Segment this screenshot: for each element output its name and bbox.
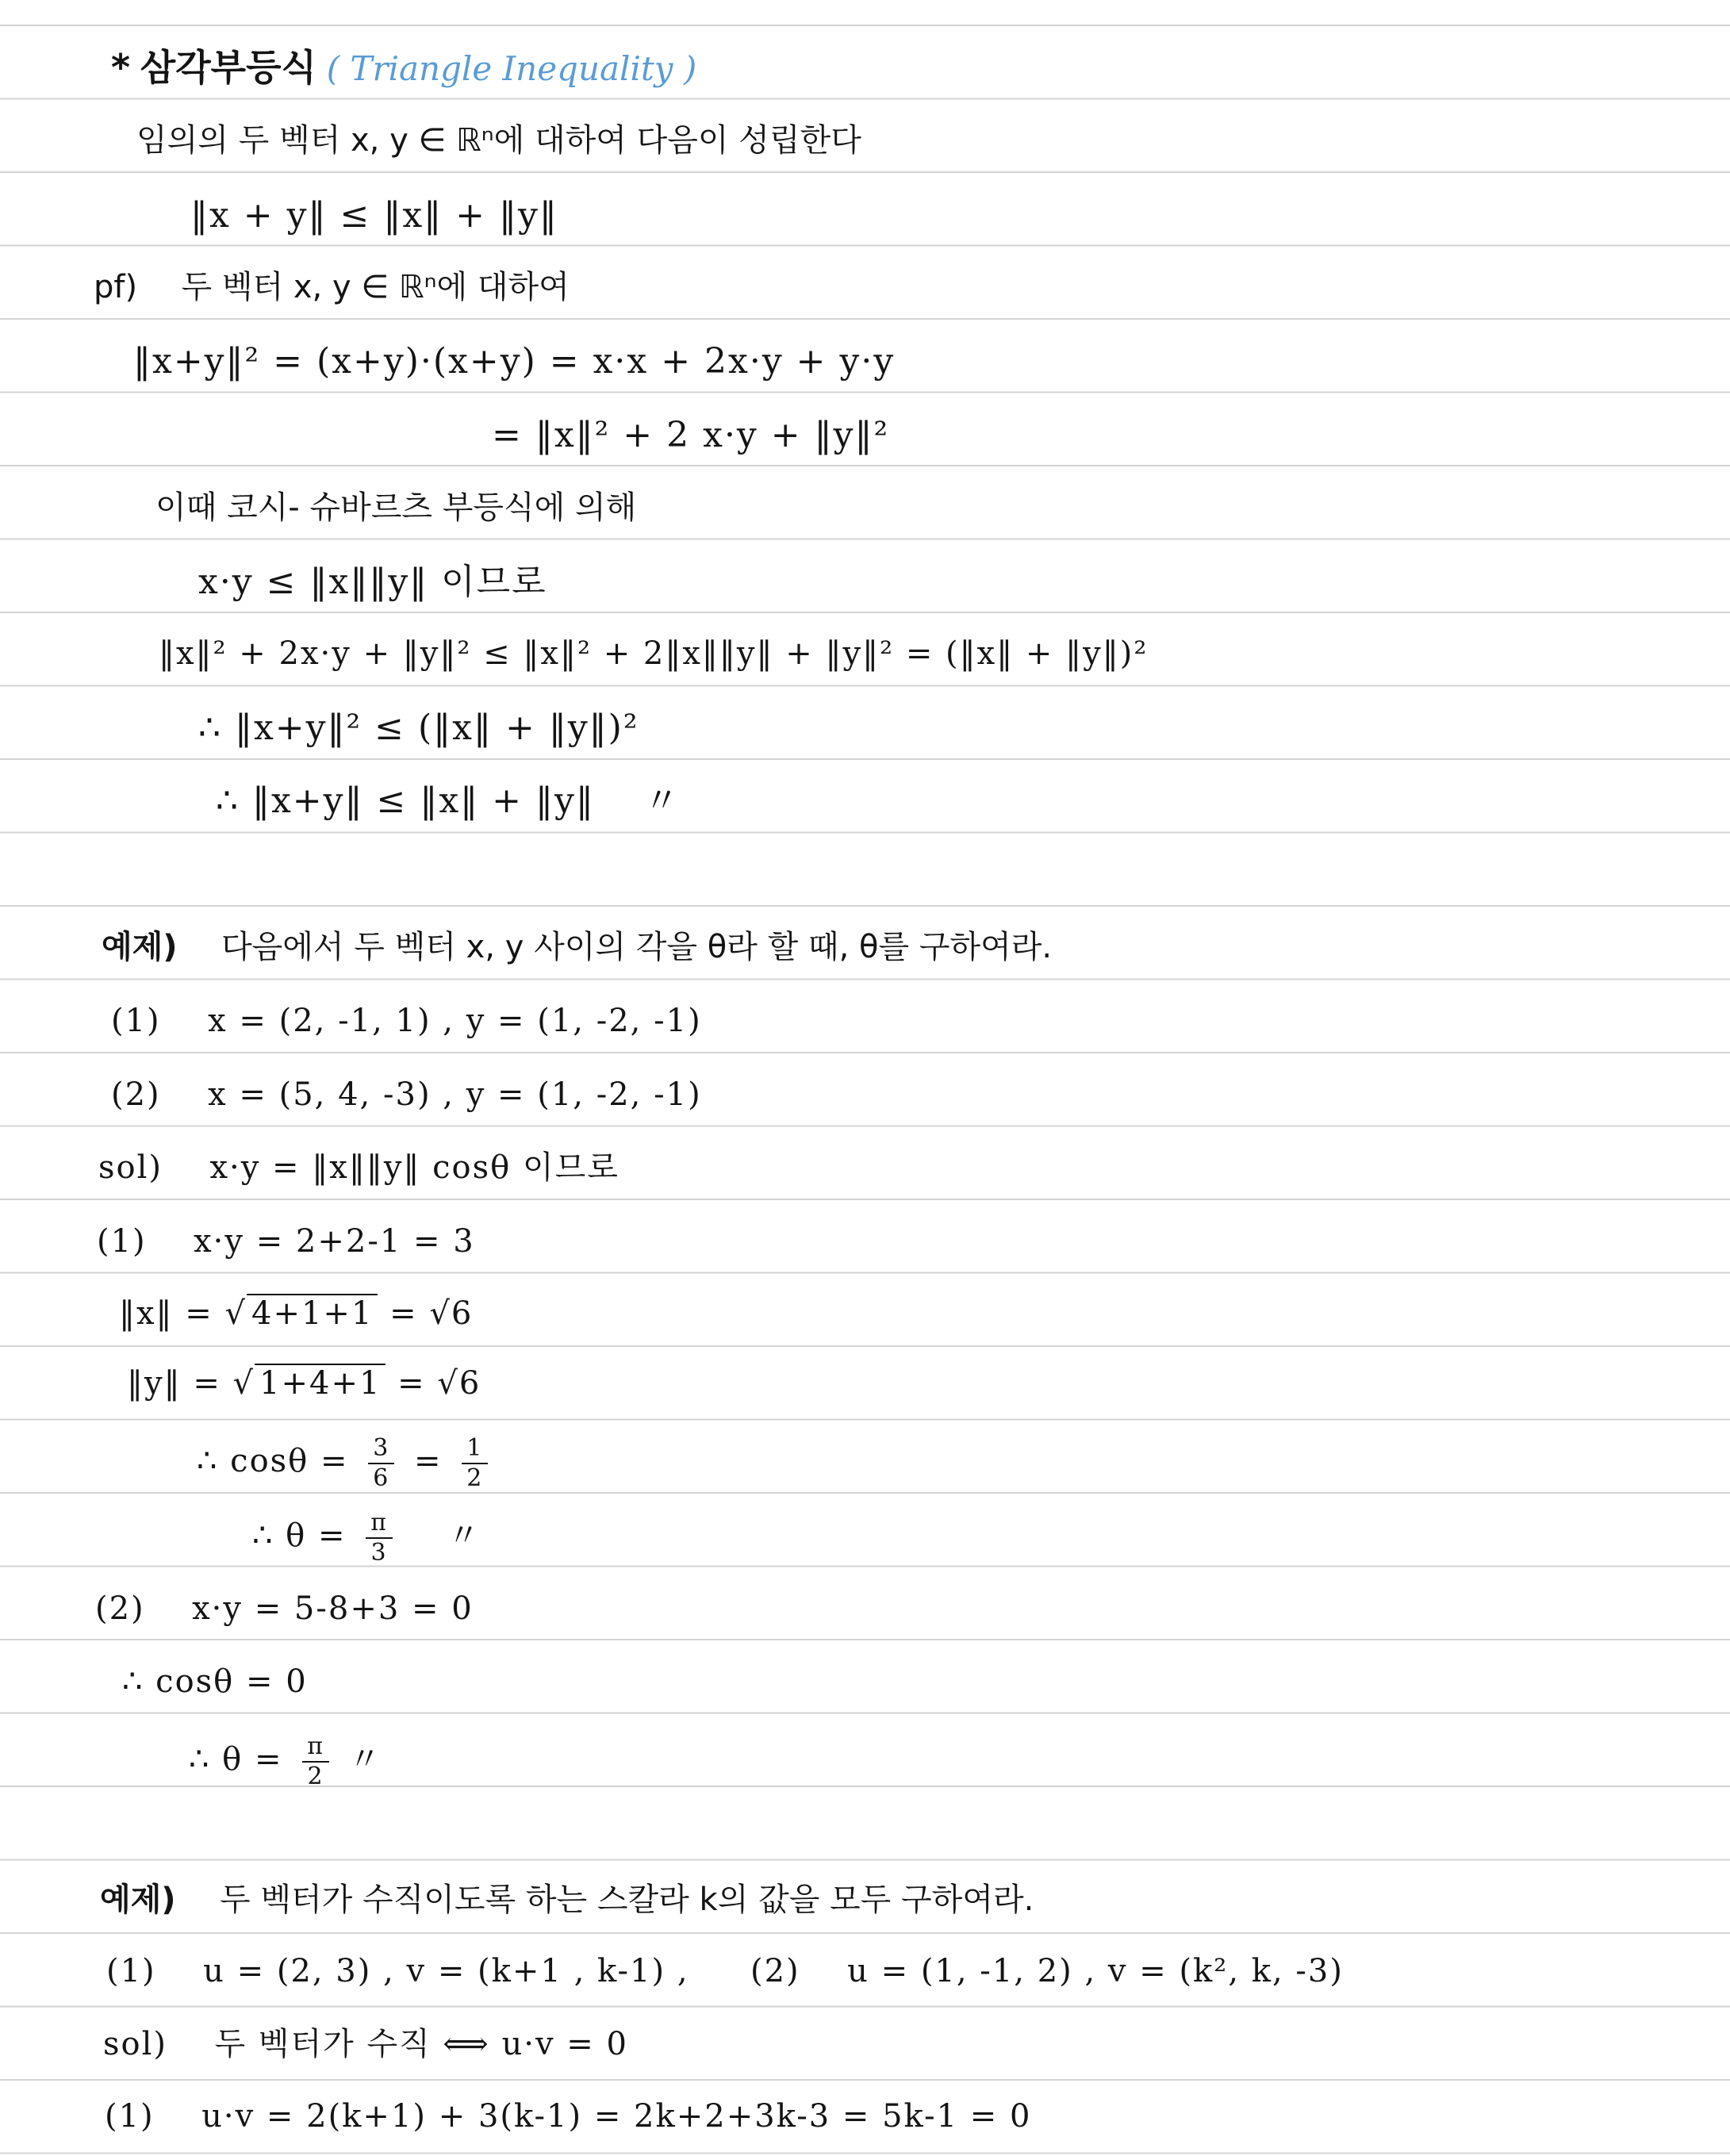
sqrt-icon: √: [224, 1295, 247, 1332]
problem-label: (1): [111, 1003, 161, 1039]
example-2-solution: [103, 2028, 628, 2060]
example-1-question: 다음에서 두 벡터 x, y 사이의 각을 θ라 할 때, θ를 구하여라.: [221, 929, 1053, 965]
proof-line: [94, 271, 570, 303]
example-1-cos: [197, 1434, 496, 1493]
proof-note: 이때 코시- 슈바르츠 부등식에 의해: [155, 489, 637, 526]
example-1-problem-1: [111, 1005, 702, 1037]
solution-label: sol): [103, 2026, 168, 2062]
problem-label: (1): [106, 1953, 156, 1989]
dot-product: x·y = 5-8+3 = 0: [192, 1590, 474, 1627]
norm-result: = √6: [386, 1365, 481, 1402]
example-1-sol-2-dot: [95, 1590, 474, 1627]
title-english: ( Triangle Inequality ): [326, 49, 697, 88]
equals: =: [414, 1443, 443, 1479]
problem-text: x = (5, 4, -3) , y = (1, -2, -1): [208, 1076, 702, 1113]
norm-label: ‖y‖ =: [127, 1365, 233, 1402]
proof-step-4: ‖x‖² + 2x·y + ‖y‖² ≤ ‖x‖² + 2‖x‖‖y‖ + ‖y‖² = (‖x‖ + ‖y‖)²: [159, 635, 1149, 672]
solution-text: x·y = ‖x‖‖y‖ cosθ 이므로: [209, 1149, 620, 1186]
theta-label: ∴ θ =: [189, 1741, 283, 1778]
dot-product: x·y = 2+2-1 = 3: [194, 1223, 475, 1260]
example-1-header: [102, 931, 1052, 963]
example-1-label: 예제): [102, 929, 178, 965]
end-mark: 〃: [447, 1517, 481, 1554]
example-1-norm-y: [127, 1365, 481, 1402]
step-label: (2): [95, 1590, 145, 1627]
proof-step-6: [216, 781, 681, 821]
end-mark: 〃: [643, 781, 681, 821]
title-korean: 삼각부등식: [140, 46, 316, 89]
step-text: u·v = 2(k+1) + 3(k-1) = 2k+2+3k-3 = 5k-1 = 0: [201, 2098, 1032, 2135]
example-1-theta-2: [189, 1732, 382, 1791]
proof-step-3: x·y ≤ ‖x‖‖y‖ 이므로: [198, 562, 547, 602]
example-1-solution: [98, 1149, 620, 1186]
radicand: 1+4+1: [255, 1364, 386, 1402]
example-2-sol-1: [105, 2098, 1032, 2135]
cos-label: ∴ cosθ =: [197, 1443, 349, 1479]
norm-label: ‖x‖ =: [119, 1295, 225, 1332]
step-label: (1): [97, 1223, 147, 1260]
theorem-formula: ‖x + y‖ ≤ ‖x‖ + ‖y‖: [190, 195, 558, 236]
problem-text: u = (1, -1, 2) , v = (k², k, -3): [847, 1953, 1344, 1989]
theta-label: ∴ θ =: [252, 1517, 347, 1554]
proof-step-1: ‖x+y‖² = (x+y)·(x+y) = x·x + 2x·y + y·y: [133, 341, 896, 382]
section-title: [111, 46, 697, 89]
example-2-label: 예제): [100, 1882, 176, 1918]
proof-step-5: ∴ ‖x+y‖² ≤ (‖x‖ + ‖y‖)²: [198, 708, 639, 748]
fraction: $\frac{3}{6}$: [368, 1434, 394, 1493]
example-2-problem-2: [750, 1955, 1344, 1987]
solution-label: sol): [98, 1149, 163, 1186]
proof-intro: 두 벡터 x, y ∈ ℝⁿ에 대하여: [181, 269, 570, 305]
proof-conclusion: ∴ ‖x+y‖ ≤ ‖x‖ + ‖y‖: [216, 781, 595, 821]
radicand: 4+1+1: [247, 1294, 378, 1332]
example-1-sol-1-dot: [97, 1223, 475, 1260]
problem-label: (2): [750, 1953, 800, 1989]
example-1-cos-2: ∴ cosθ = 0: [122, 1663, 308, 1700]
fraction: $\frac{1}{2}$: [462, 1434, 488, 1493]
example-2-question: 두 벡터가 수직이도록 하는 스칼라 k의 값을 모두 구하여라.: [220, 1882, 1034, 1918]
norm-result: = √6: [378, 1295, 474, 1332]
problem-text: u = (2, 3) , v = (k+1 , k-1) ,: [203, 1953, 689, 1989]
proof-label: pf): [94, 269, 138, 305]
solution-text: 두 벡터가 수직 ⟺ u·v = 0: [214, 2026, 628, 2062]
example-2-header: [100, 1884, 1034, 1916]
example-1-problem-2: [111, 1076, 702, 1113]
fraction: $\frac{\pi}{2}$: [302, 1732, 329, 1791]
sqrt-icon: √: [232, 1365, 255, 1402]
example-2-problem-1: [106, 1955, 689, 1987]
example-1-norm-x: [119, 1295, 474, 1332]
example-1-theta: [252, 1509, 481, 1567]
star-icon: *: [111, 46, 131, 89]
step-label: (1): [105, 2098, 155, 2135]
proof-step-2: = ‖x‖² + 2 x·y + ‖y‖²: [492, 415, 890, 455]
fraction: $\frac{\pi}{3}$: [366, 1509, 393, 1567]
theorem-statement: 임의의 두 벡터 x, y ∈ ℝⁿ에 대하여 다음이 성립한다: [136, 122, 861, 159]
problem-label: (2): [111, 1076, 161, 1113]
end-mark: 〃: [348, 1741, 382, 1778]
problem-text: x = (2, -1, 1) , y = (1, -2, -1): [208, 1003, 702, 1039]
